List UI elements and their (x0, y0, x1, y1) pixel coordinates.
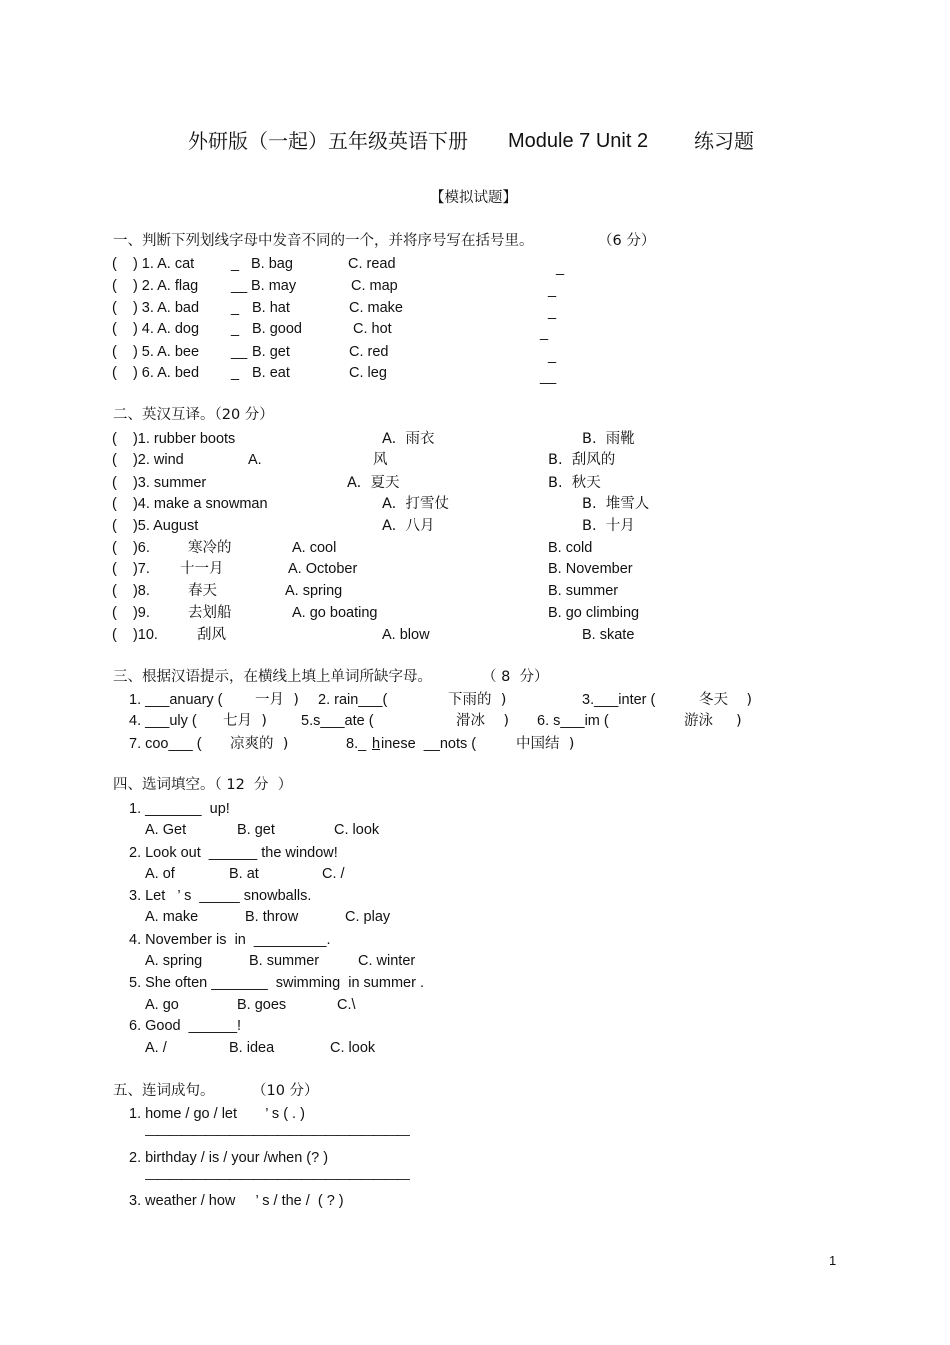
s5-answer-line: —————————————————————— (145, 1171, 409, 1186)
section4-header: 四、选词填空。（ 12 分 ） (113, 777, 293, 793)
s1-trailing-blank: __ (540, 369, 557, 385)
s3-hint: 游泳 ) (684, 713, 742, 729)
s3-hint: 凉爽的 ) (230, 736, 289, 752)
s3-item: 4. ___uly ( (129, 713, 197, 729)
s2-option-a: A. 夏天 (347, 475, 400, 491)
s2-option-a-text: 风 (373, 452, 388, 468)
s2-row-chinese: 春天 (188, 583, 217, 599)
s1-blank: _ (231, 256, 240, 272)
s5-answer-line: —————————————————————— (145, 1127, 409, 1142)
title-module: Module 7 Unit 2 (508, 130, 649, 152)
s4-option-b: B. idea (229, 1040, 275, 1056)
s3-hint: 冬天 ) (699, 692, 753, 708)
s2-option-b: B. November (548, 561, 633, 577)
s4-option-b: B. summer (249, 953, 320, 969)
s1-trailing-blank: _ (540, 325, 549, 341)
section3-score: （ 8 分） (482, 669, 549, 685)
s2-row-question: ( )1. rubber boots (112, 431, 236, 447)
section5-header: 五、连词成句。 (113, 1083, 215, 1099)
s2-option-b: B. summer (548, 583, 619, 599)
s2-row-question: ( )8. (112, 583, 150, 599)
s2-option-a: A. cool (292, 540, 337, 556)
s2-option-b: B. cold (548, 540, 593, 556)
s4-question: 3. Let ’ s _____ snowballs. (129, 888, 312, 904)
s5-question: 2. birthday / is / your /when (? ) (129, 1150, 329, 1166)
s2-option-b: B. 雨靴 (582, 431, 635, 447)
s1-blank: _ (231, 300, 240, 316)
s3-item: 8._ (346, 736, 371, 752)
s1-option-b: B. get (252, 344, 290, 360)
s5-question: 1. home / go / let ’ s ( . ) (129, 1106, 305, 1122)
s2-option-b: B. 堆雪人 (582, 496, 650, 512)
section2-header: 二、英汉互译。（20 分） (113, 407, 274, 423)
s1-trailing-blank: _ (548, 348, 557, 364)
s3-item: 5.s___ate ( (301, 713, 374, 729)
s2-row-chinese: 十一月 (180, 561, 224, 577)
s2-option-b: B. 秋天 (548, 475, 601, 491)
s1-blank: _ (231, 321, 240, 337)
s1-trailing-blank: _ (548, 282, 557, 298)
s3-item: inese __nots ( (381, 736, 477, 752)
s1-option-b: B. may (251, 278, 297, 294)
s3-item: 1. ___anuary ( (129, 692, 223, 708)
s1-option-b: B. eat (252, 365, 290, 381)
s3-hint: 一月 ) (255, 692, 299, 708)
s4-option-c: C. play (345, 909, 391, 925)
s2-option-a: A. (248, 452, 262, 468)
s2-row-question: ( )10. (112, 627, 158, 643)
s4-question: 1. _______ up! (129, 801, 230, 817)
s2-option-a: A. go boating (292, 605, 378, 621)
s1-option-c: C. read (348, 256, 396, 272)
s3-hint: 滑冰 ) (456, 713, 510, 729)
s3-hint: 中国结 ) (516, 736, 575, 752)
s4-option-a: A. go (145, 997, 179, 1013)
subtitle: 【模拟试题】 (430, 190, 517, 206)
s2-row-question: ( )9. (112, 605, 150, 621)
s4-question: 5. She often _______ swimming in summer . (129, 975, 424, 991)
s1-option-b: B. good (252, 321, 302, 337)
s2-option-a: A. spring (285, 583, 343, 599)
s4-question: 2. Look out ______ the window! (129, 845, 338, 861)
s5-question: 3. weather / how ’ s / the / ( ? ) (129, 1193, 344, 1209)
s4-option-a: A. spring (145, 953, 203, 969)
s2-option-a: A. 八月 (382, 518, 435, 534)
s1-row-number: ( ) 1. A. cat (112, 256, 195, 272)
s1-blank: __ (231, 278, 248, 294)
page-number: 1 (829, 1253, 837, 1268)
s1-row-number: ( ) 2. A. flag (112, 278, 199, 294)
s4-option-b: B. goes (237, 997, 287, 1013)
s4-question: 6. Good ______! (129, 1018, 242, 1034)
s2-option-a: A. blow (382, 627, 430, 643)
s2-row-question: ( )4. make a snowman (112, 496, 268, 512)
s1-trailing-blank: _ (556, 260, 565, 276)
s2-option-a: A. 打雪仗 (382, 496, 449, 512)
s3-item: 2. rain___( (318, 692, 388, 708)
s1-option-c: C. make (349, 300, 403, 316)
s4-question: 4. November is in _________. (129, 932, 331, 948)
s2-row-question: ( )7. (112, 561, 150, 577)
s2-option-a: A. October (288, 561, 358, 577)
section1-header: 一、判断下列划线字母中发音不同的一个，并将序号写在括号里。 (113, 233, 534, 249)
s2-option-b: B. 十月 (582, 518, 635, 534)
s4-option-c: C. look (334, 822, 380, 838)
s2-option-b: B. 刮风的 (548, 452, 616, 468)
section5-score: （10 分） (252, 1083, 319, 1099)
s4-option-b: B. get (237, 822, 275, 838)
s2-row-question: ( )5. August (112, 518, 199, 534)
s1-option-c: C. hot (353, 321, 392, 337)
s3-item: 7. coo___ ( (129, 736, 202, 752)
s2-row-question: ( )3. summer (112, 475, 207, 491)
s4-option-a: A. Get (145, 822, 187, 838)
s2-row-chinese: 去划船 (188, 605, 232, 621)
title-suffix: 练习题 (694, 129, 754, 153)
s2-row-question: ( )6. (112, 540, 150, 556)
s4-option-c: C. winter (358, 953, 416, 969)
s4-option-c: C.\ (337, 997, 356, 1013)
s4-option-a: A. of (145, 866, 175, 882)
s1-option-c: C. red (349, 344, 389, 360)
s1-option-b: B. bag (251, 256, 293, 272)
s4-option-c: C. / (322, 866, 345, 882)
s1-option-c: C. leg (349, 365, 387, 381)
s3-hint: 下雨的 ) (448, 692, 507, 708)
s4-option-a: A. make (145, 909, 199, 925)
s1-blank: _ (231, 365, 240, 381)
s1-row-number: ( ) 4. A. dog (112, 321, 200, 337)
s1-row-number: ( ) 5. A. bee (112, 344, 200, 360)
s4-option-b: B. throw (245, 909, 299, 925)
section3-header: 三、根据汉语提示，在横线上填上单词所缺字母。 (113, 669, 432, 685)
title-chinese: 外研版（一起）五年级英语下册 (188, 129, 468, 153)
s4-option-a: A. / (145, 1040, 167, 1056)
s2-row-chinese: 刮风 (197, 627, 226, 643)
s2-option-b: B. skate (582, 627, 635, 643)
s2-option-a: A. 雨衣 (382, 431, 435, 447)
s4-option-b: B. at (229, 866, 259, 882)
s1-trailing-blank: _ (548, 304, 557, 320)
s3-hint: 七月 ) (223, 713, 267, 729)
s2-option-b: B. go climbing (548, 605, 640, 621)
s1-row-number: ( ) 3. A. bad (112, 300, 200, 316)
s3-item-underlined-letter: h (372, 736, 381, 752)
s4-option-c: C. look (330, 1040, 376, 1056)
s2-row-chinese: 寒冷的 (188, 540, 232, 556)
s2-row-question: ( )2. wind (112, 452, 184, 468)
section1-score: （6 分） (598, 233, 656, 249)
s1-blank: __ (231, 344, 248, 360)
s1-option-c: C. map (351, 278, 398, 294)
s3-item: 6. s___im ( (537, 713, 609, 729)
s1-option-b: B. hat (252, 300, 290, 316)
s3-item: 3.___inter ( (582, 692, 656, 708)
s1-row-number: ( ) 6. A. bed (112, 365, 200, 381)
